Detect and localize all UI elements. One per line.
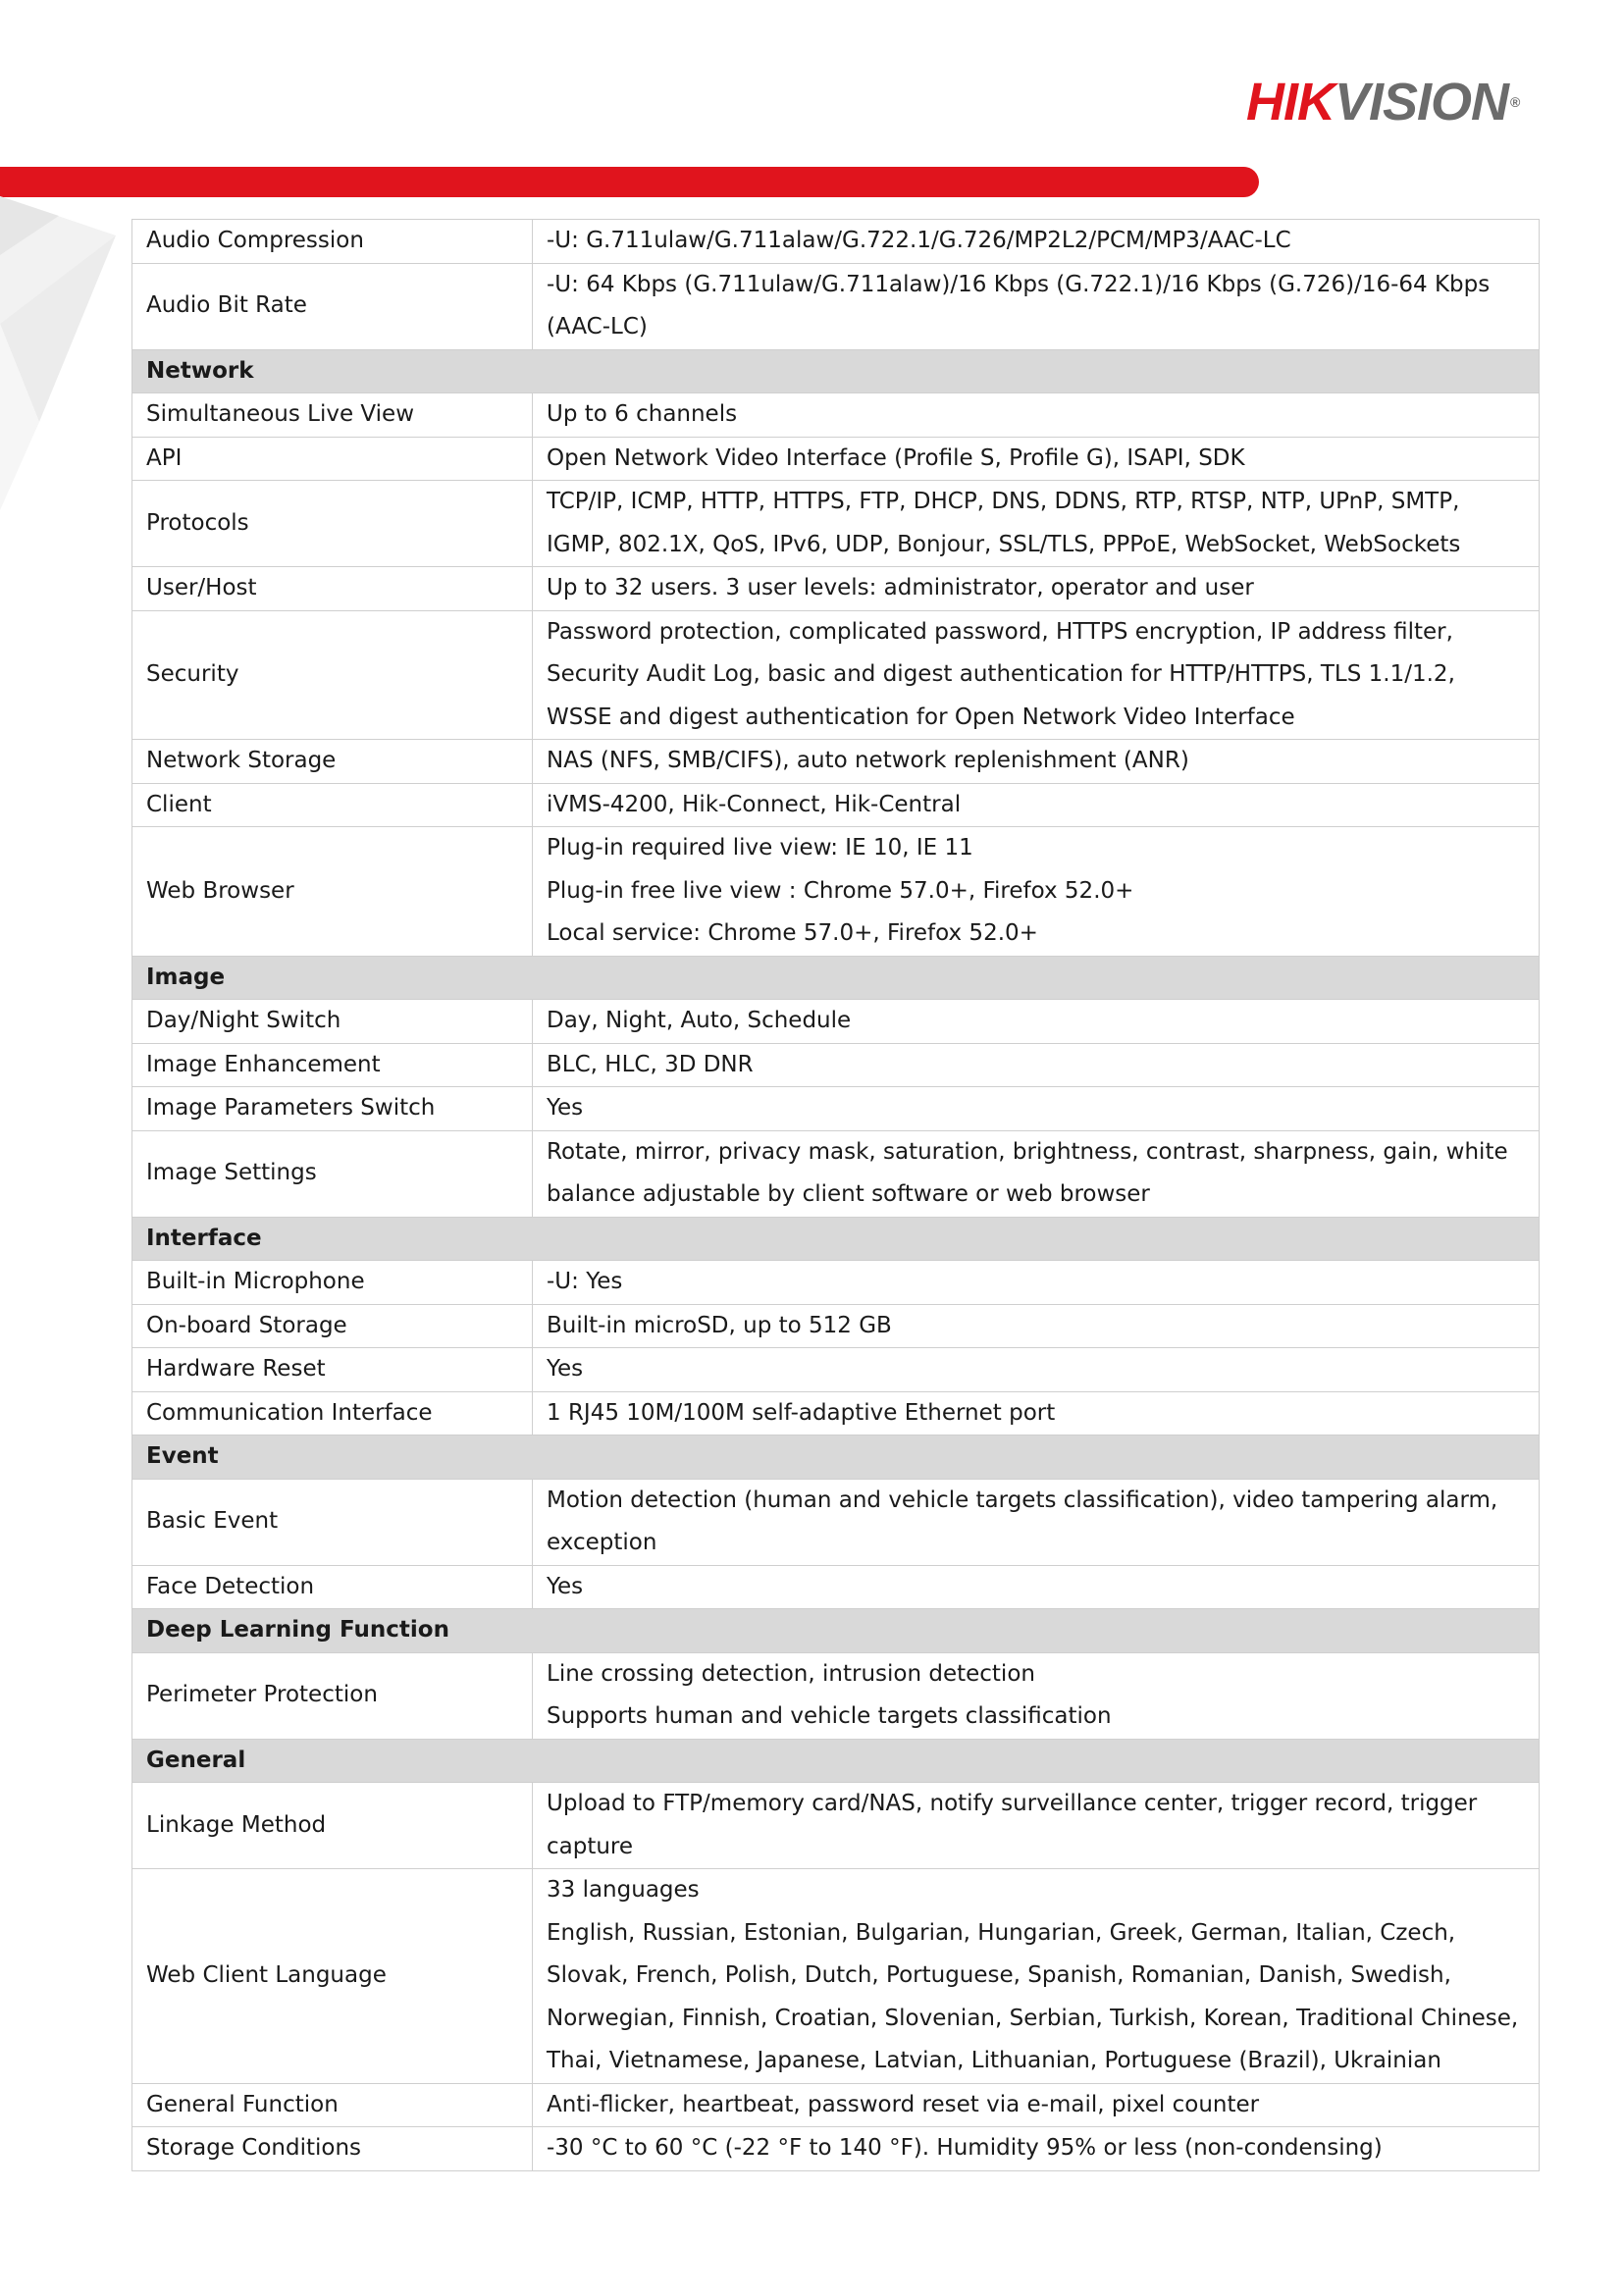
spec-label: API: [132, 437, 533, 481]
spec-value-line: Line crossing detection, intrusion detection: [547, 1660, 1035, 1687]
spec-value-line: -U: G.711ulaw/G.711alaw/G.722.1/G.726/MP2L2/PCM/MP3/AAC-LC: [547, 228, 1291, 253]
spec-value-line: BLC, HLC, 3D DNR: [547, 1051, 754, 1077]
spec-label: Network Storage: [132, 740, 533, 784]
spec-value-line: -U: 64 Kbps (G.711ulaw/G.711alaw)/16 Kbps (G.722.1)/16 Kbps (G.726)/16-64 Kbps (AAC-LC): [547, 271, 1491, 339]
spec-value-line: Day, Night, Auto, Schedule: [547, 1008, 852, 1033]
spec-label: Image Settings: [132, 1130, 533, 1217]
spec-value: [533, 610, 1540, 740]
spec-value: [533, 220, 1540, 264]
spec-value: [533, 1000, 1540, 1044]
spec-value-line: Rotate, mirror, privacy mask, saturation, brightness, contrast, sharpness, gain, white balance adjustable by client software or web browser: [547, 1138, 1508, 1207]
spec-value: [533, 1130, 1540, 1217]
spec-value: [533, 740, 1540, 784]
section-header-row: [132, 956, 1540, 1000]
spec-value-line: English, Russian, Estonian, Bulgarian, Hungarian, Greek, German, Italian, Czech, Slovak, French, Polish, Dutch, Portuguese, Spanish, Romanian, Danish, Swedish, Norwegian, Finnish, Croatian, Slovenian, Serbian, Turkish, Korean, Traditional Chinese, Thai, Vietnamese, Japanese, Latvian, Lithuanian, Portuguese (Brazil), Ukrainian: [547, 1919, 1519, 2073]
spec-label: Face Detection: [132, 1565, 533, 1609]
spec-row: [132, 610, 1540, 740]
spec-value-line: Up to 6 channels: [547, 401, 738, 427]
spec-value: [533, 1087, 1540, 1131]
spec-value-line: Built-in microSD, up to 512 GB: [547, 1312, 892, 1338]
spec-label: Web Client Language: [132, 1869, 533, 2084]
spec-row: [132, 1261, 1540, 1305]
spec-value-line: NAS (NFS, SMB/CIFS), auto network replenishment (ANR): [547, 748, 1189, 773]
spec-value-line: Plug-in required live view: IE 10, IE 11: [547, 835, 973, 861]
spec-label: On-board Storage: [132, 1304, 533, 1348]
section-title: Deep Learning Function: [132, 1609, 1540, 1653]
spec-row: [132, 263, 1540, 349]
spec-value-line: Yes: [547, 1356, 584, 1382]
spec-row: [132, 1304, 1540, 1348]
spec-label: User/Host: [132, 567, 533, 611]
spec-value-line: Up to 32 users. 3 user levels: administrator, operator and user: [547, 575, 1254, 600]
spec-label: Linkage Method: [132, 1783, 533, 1869]
spec-value-line: Open Network Video Interface (Profile S, Profile G), ISAPI, SDK: [547, 444, 1245, 471]
spec-row: [132, 1087, 1540, 1131]
section-title: Event: [132, 1435, 1540, 1480]
spec-label: Audio Bit Rate: [132, 263, 533, 349]
spec-value-line: -U: Yes: [547, 1269, 623, 1294]
spec-label: Client: [132, 783, 533, 827]
spec-value: [533, 1261, 1540, 1305]
spec-row: [132, 740, 1540, 784]
section-title: General: [132, 1739, 1540, 1783]
section-title: Image: [132, 956, 1540, 1000]
spec-row: [132, 783, 1540, 827]
spec-row: [132, 1043, 1540, 1087]
spec-label: Day/Night Switch: [132, 1000, 533, 1044]
brand-logo: HIKVISION ®: [1246, 73, 1520, 131]
spec-label: Perimeter Protection: [132, 1652, 533, 1739]
spec-value: [533, 827, 1540, 957]
spec-value-line: Yes: [547, 1573, 584, 1599]
spec-value: [533, 567, 1540, 611]
spec-label: Security: [132, 610, 533, 740]
spec-row: [132, 1479, 1540, 1565]
spec-row: [132, 2127, 1540, 2171]
spec-value-line: Upload to FTP/memory card/NAS, notify surveillance center, trigger record, trigger capture: [547, 1791, 1478, 1859]
section-header-row: [132, 1739, 1540, 1783]
specification-table-body: [132, 220, 1540, 2171]
spec-value-line: Plug-in free live view : Chrome 57.0+, Firefox 52.0+: [547, 877, 1134, 904]
spec-value: [533, 393, 1540, 438]
spec-label: General Function: [132, 2083, 533, 2127]
spec-label: Storage Conditions: [132, 2127, 533, 2171]
spec-value: [533, 1348, 1540, 1392]
spec-value-line: Local service: Chrome 57.0+, Firefox 52.0+: [547, 920, 1038, 946]
spec-value-line: Yes: [547, 1095, 584, 1121]
spec-row: [132, 220, 1540, 264]
spec-label: Image Parameters Switch: [132, 1087, 533, 1131]
spec-value: [533, 1783, 1540, 1869]
spec-label: Simultaneous Live View: [132, 393, 533, 438]
spec-value: [533, 1565, 1540, 1609]
spec-row: [132, 1348, 1540, 1392]
section-header-row: [132, 1609, 1540, 1653]
decorative-triangles-graphic: [0, 196, 128, 530]
spec-value-line: Anti-flicker, heartbeat, password reset via e-mail, pixel counter: [547, 2091, 1260, 2117]
spec-row: [132, 1130, 1540, 1217]
spec-row: [132, 393, 1540, 438]
spec-row: [132, 827, 1540, 957]
spec-row: [132, 1000, 1540, 1044]
spec-value-line: Password protection, complicated password, HTTPS encryption, IP address filter, Security Audit Log, basic and digest authentication for HTTP/HTTPS, TLS 1.1/1.2, WSSE and digest authentication for Open Network Video Interface: [547, 618, 1455, 730]
spec-value: [533, 783, 1540, 827]
spec-label: Built-in Microphone: [132, 1261, 533, 1305]
spec-value-line: Supports human and vehicle targets classification: [547, 1703, 1112, 1729]
section-header-row: [132, 1217, 1540, 1261]
section-header-row: [132, 1435, 1540, 1480]
spec-row: [132, 1391, 1540, 1435]
spec-value-line: 1 RJ45 10M/100M self-adaptive Ethernet port: [547, 1399, 1056, 1426]
spec-row: [132, 1565, 1540, 1609]
spec-value-line: -30 °C to 60 °C (-22 °F to 140 °F). Humidity 95% or less (non-condensing): [547, 2135, 1383, 2161]
spec-row: [132, 481, 1540, 567]
spec-value: [533, 437, 1540, 481]
spec-value: [533, 1043, 1540, 1087]
spec-value: [533, 1479, 1540, 1565]
spec-value-line: Motion detection (human and vehicle targets classification), video tampering alarm, exception: [547, 1487, 1498, 1555]
spec-row: [132, 1869, 1540, 2084]
spec-label: Protocols: [132, 481, 533, 567]
spec-label: Hardware Reset: [132, 1348, 533, 1392]
specification-table: [131, 219, 1540, 2171]
spec-row: [132, 2083, 1540, 2127]
spec-row: [132, 1783, 1540, 1869]
section-title: Network: [132, 349, 1540, 393]
spec-value: [533, 263, 1540, 349]
header-red-bar: [0, 167, 1259, 197]
spec-row: [132, 567, 1540, 611]
spec-value: [533, 1652, 1540, 1739]
spec-label: Image Enhancement: [132, 1043, 533, 1087]
spec-row: [132, 437, 1540, 481]
spec-value: [533, 1304, 1540, 1348]
spec-value-line: iVMS-4200, Hik-Connect, Hik-Central: [547, 791, 962, 817]
spec-value: [533, 1391, 1540, 1435]
spec-label: Basic Event: [132, 1479, 533, 1565]
spec-value: [533, 481, 1540, 567]
spec-value-line: 33 languages: [547, 1877, 700, 1903]
spec-value: [533, 1869, 1540, 2084]
spec-label: Web Browser: [132, 827, 533, 957]
section-title: Interface: [132, 1217, 1540, 1261]
section-header-row: [132, 349, 1540, 393]
spec-row: [132, 1652, 1540, 1739]
spec-label: Audio Compression: [132, 220, 533, 264]
spec-value: [533, 2127, 1540, 2171]
spec-value: [533, 2083, 1540, 2127]
spec-value-line: TCP/IP, ICMP, HTTP, HTTPS, FTP, DHCP, DNS, DDNS, RTP, RTSP, NTP, UPnP, SMTP, IGMP, 802.1X, QoS, IPv6, UDP, Bonjour, SSL/TLS, PPPoE, WebSocket, WebSockets: [547, 489, 1461, 557]
spec-label: Communication Interface: [132, 1391, 533, 1435]
